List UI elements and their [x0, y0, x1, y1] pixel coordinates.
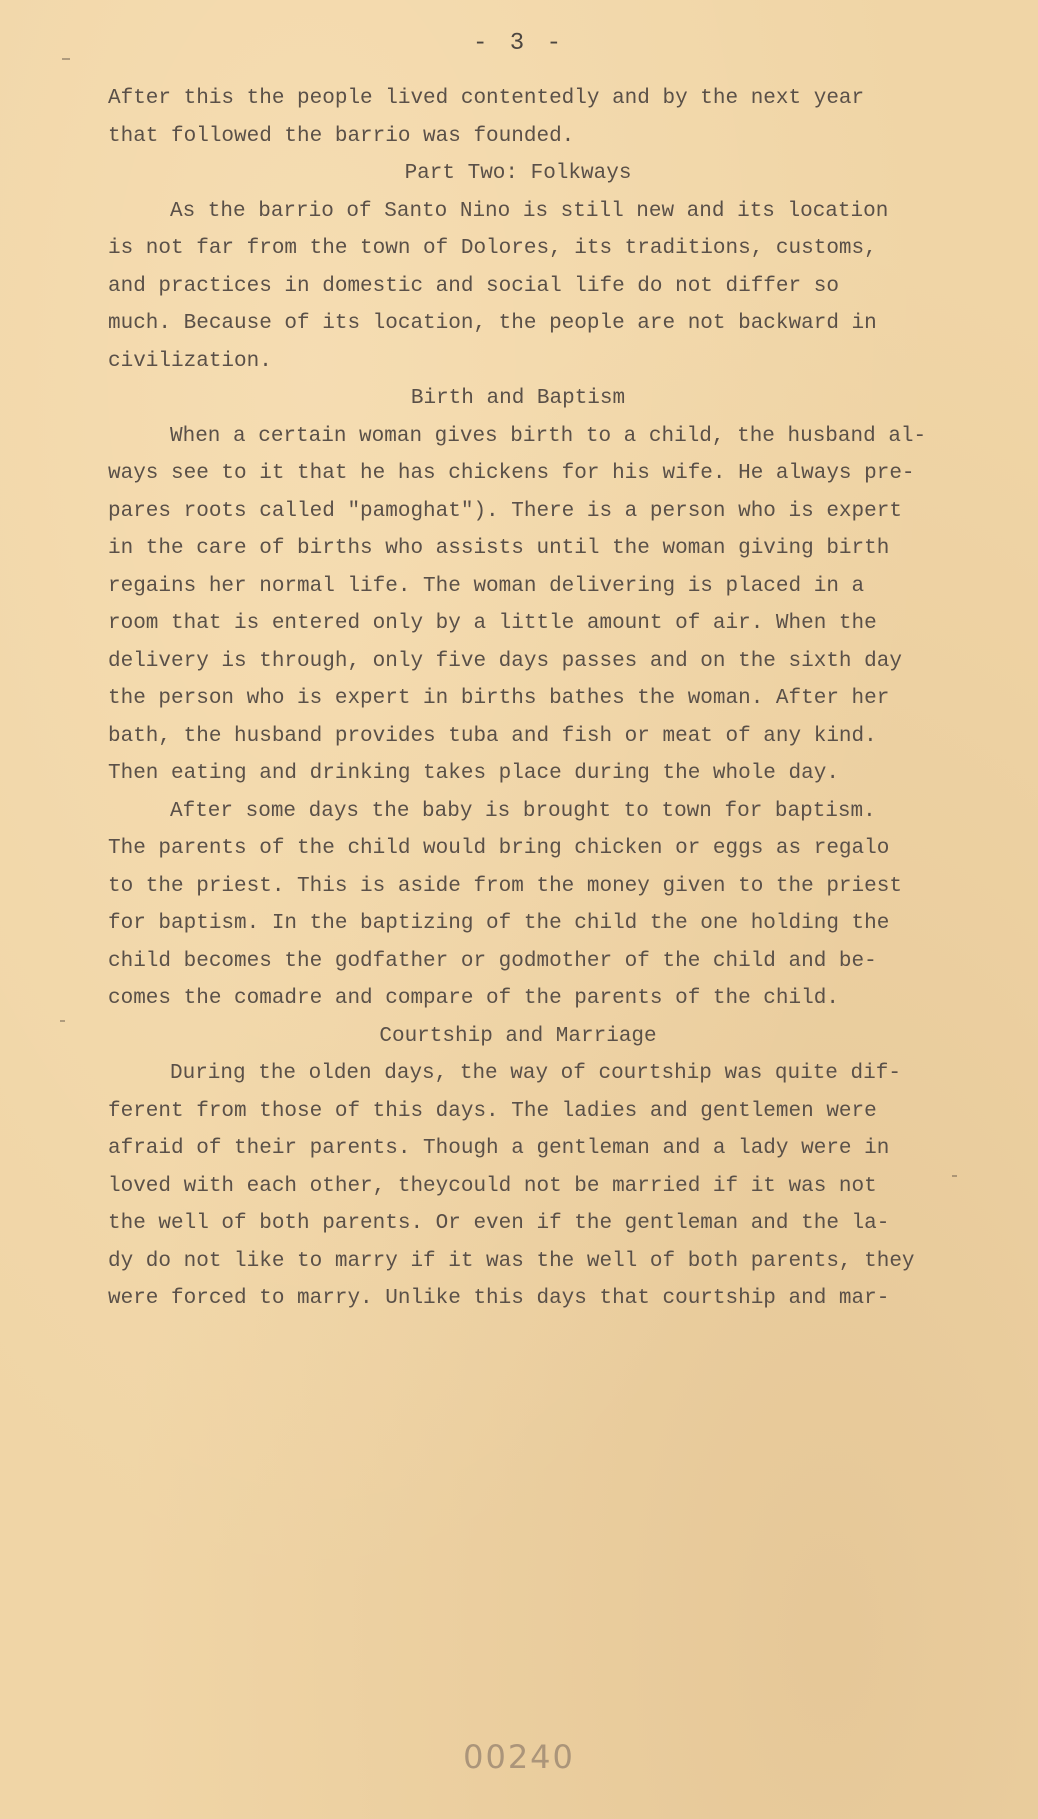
paper-speck	[62, 58, 70, 60]
text-line: in the care of births who assists until the woman giving birth	[108, 537, 890, 560]
text-line: loved with each other, theycould not be married if it was not	[108, 1174, 877, 1198]
text-line: dy do not like to marry if it was the well of both parents, they	[108, 1249, 915, 1273]
text-line: room that is entered only by a little amount of air. When the	[108, 612, 877, 635]
text-line: to the priest. This is aside from the money given to the priest	[108, 874, 902, 898]
text-line: When a certain woman gives birth to a child, the husband al-	[170, 424, 927, 448]
text-line: were forced to marry. Unlike this days that courtship and mar-	[108, 1287, 890, 1310]
paper-speck	[952, 1175, 957, 1177]
text-line: delivery is through, only five days passes and on the sixth day	[108, 649, 902, 673]
document-body	[108, 80, 928, 1318]
text-line: for baptism. In the baptizing of the child the one holding the	[108, 912, 890, 935]
text-line: After some days the baby is brought to town for baptism.	[170, 799, 876, 823]
text-line: much. Because of its location, the people are not backward in	[108, 312, 877, 335]
paper-speck	[60, 1020, 65, 1022]
section-heading-birth: Birth and Baptism	[410, 387, 626, 410]
text-line: the person who is expert in births bathes the woman. After her	[108, 687, 890, 710]
text-line: pares roots called "pamoghat"). There is a person who is expert	[108, 499, 902, 523]
text-line: After this the people lived contentedly and by the next year	[108, 87, 865, 110]
section-heading-courtship: Courtship and Marriage	[379, 1024, 657, 1048]
text-line: ferent from those of this days. The ladies and gentlemen were	[108, 1099, 877, 1123]
text-line: regains her normal life. The woman delivering is placed in a	[108, 574, 865, 598]
text-line: civilization.	[108, 349, 272, 373]
text-line: the well of both parents. Or even if the gentleman and the la-	[108, 1212, 890, 1235]
text-line: and practices in domestic and social life do not differ so	[108, 274, 839, 298]
text-line: comes the comadre and compare of the parents of the child.	[108, 987, 839, 1010]
section-heading-part-two: Part Two: Folkways	[404, 162, 632, 185]
archive-stamp-number: 00240	[463, 1738, 575, 1776]
text-line: that followed the barrio was founded.	[108, 124, 575, 148]
text-line: During the olden days, the way of courtship was quite dif-	[170, 1062, 901, 1085]
text-line: child becomes the godfather or godmother of the child and be-	[108, 949, 877, 973]
page-number: - 3 -	[472, 30, 565, 57]
text-line: afraid of their parents. Though a gentleman and a lady were in	[108, 1137, 890, 1160]
text-line: The parents of the child would bring chicken or eggs as regalo	[108, 837, 890, 860]
text-line: ways see to it that he has chickens for his wife. He always pre-	[108, 462, 915, 485]
text-line: bath, the husband provides tuba and fish or meat of any kind.	[108, 724, 877, 748]
text-line: is not far from the town of Dolores, its traditions, customs,	[108, 237, 877, 260]
text-line: Then eating and drinking takes place during the whole day.	[108, 762, 839, 785]
text-line: As the barrio of Santo Nino is still new and its location	[170, 199, 889, 223]
